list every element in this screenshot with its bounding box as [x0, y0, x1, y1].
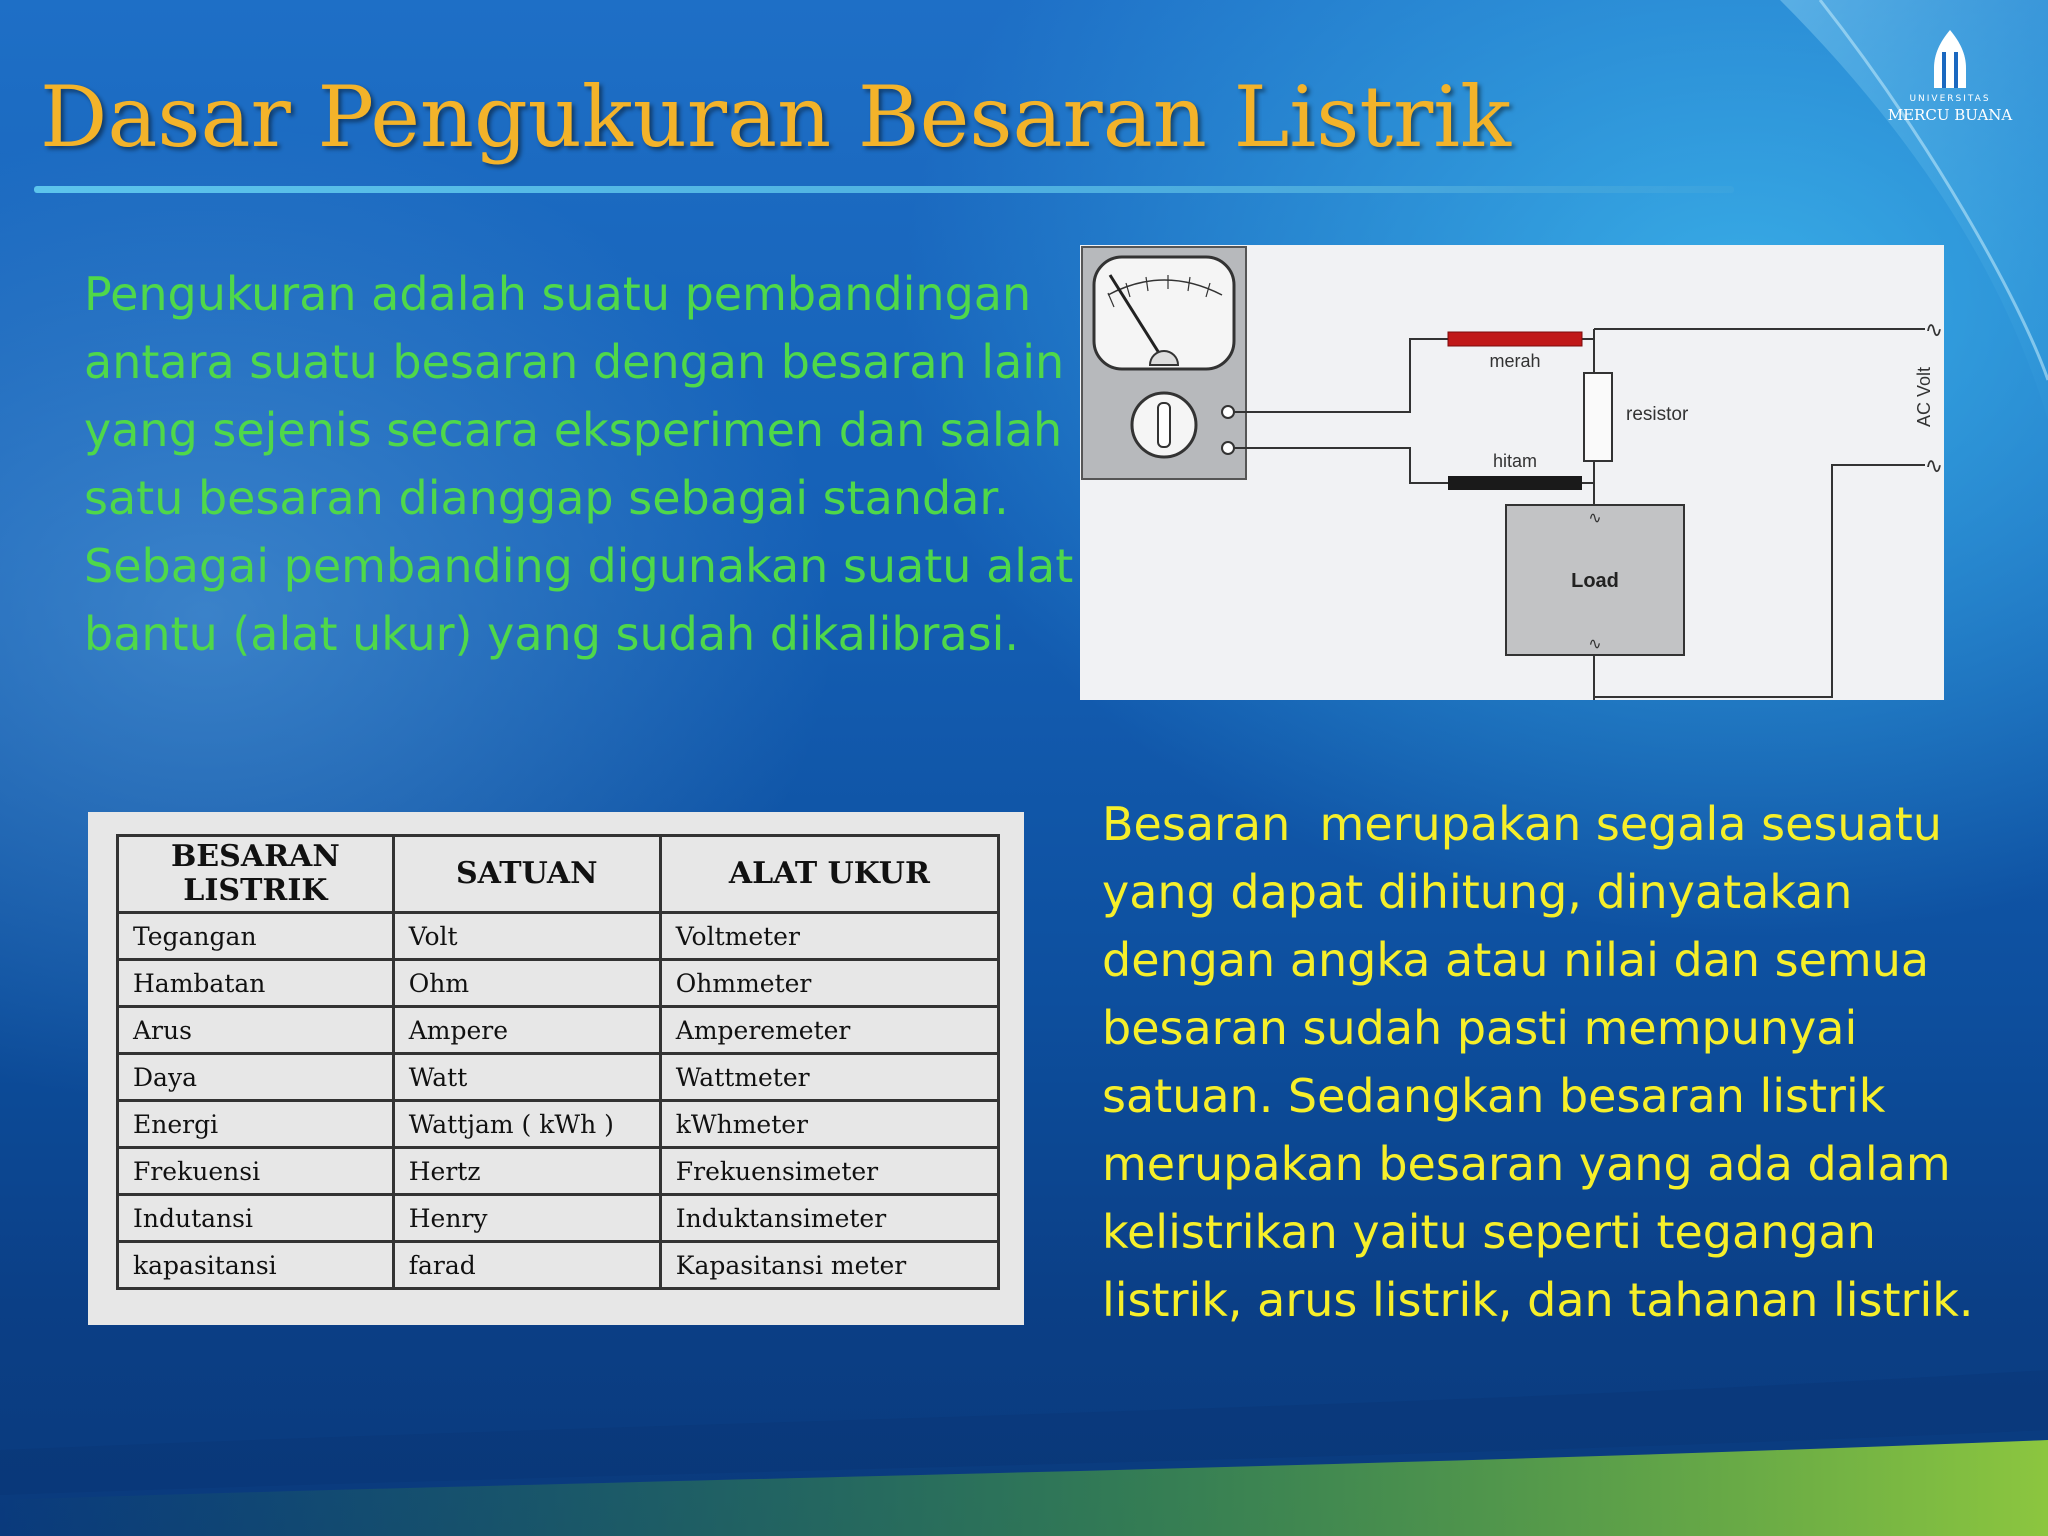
cell-besaran: Hambatan [118, 960, 394, 1007]
table-row [118, 960, 999, 1007]
cell-besaran: Frekuensi [118, 1148, 394, 1195]
ac-volt-label: AC Volt [1914, 366, 1934, 428]
resistor-icon [1584, 373, 1612, 461]
cell-satuan: Henry [393, 1195, 660, 1242]
cell-satuan: Volt [393, 913, 660, 960]
cell-besaran: Energi [118, 1101, 394, 1148]
black-probe [1448, 476, 1582, 490]
paragraph-line: listrik, arus listrik, dan tahanan listrik. [1102, 1273, 1974, 1327]
cell-alat-ukur: Wattmeter [660, 1054, 998, 1101]
table-header-row [118, 836, 999, 913]
cell-alat-ukur: Ohmmeter [660, 960, 998, 1007]
university-logo [1880, 30, 2020, 130]
slide-title: Dasar Pengukuran Besaran Listrik [40, 68, 1512, 166]
table-row [118, 1007, 999, 1054]
paragraph-line: yang sejenis secara eksperimen dan salah [84, 403, 1063, 457]
resistor-label: resistor [1626, 404, 1689, 425]
paragraph-line: bantu (alat ukur) yang sudah dikalibrasi. [84, 607, 1020, 661]
table-row [118, 1101, 999, 1148]
cell-alat-ukur: kWhmeter [660, 1101, 998, 1148]
cell-satuan: Ampere [393, 1007, 660, 1054]
load-ac-symbol-top: ∿ [1588, 510, 1602, 527]
measurement-circuit-diagram [1080, 245, 1944, 700]
header-satuan: SATUAN [393, 836, 660, 913]
paragraph-line: satu besaran dianggap sebagai standar. [84, 471, 1009, 525]
table-row [118, 1148, 999, 1195]
paragraph-line: Besaran merupakan segala sesuatu [1102, 797, 1942, 851]
cell-satuan: Wattjam ( kWh ) [393, 1101, 660, 1148]
table-row [118, 1195, 999, 1242]
black-probe-label: hitam [1492, 451, 1538, 471]
paragraph-line: kelistrikan yaitu seperti tegangan [1102, 1205, 1876, 1259]
red-probe-label: merah [1489, 351, 1541, 371]
cell-satuan: Ohm [393, 960, 660, 1007]
red-probe [1448, 332, 1582, 346]
cell-besaran: Tegangan [118, 913, 394, 960]
source-ac-symbol-bottom: ∿ [1924, 453, 1944, 478]
cell-alat-ukur: Amperemeter [660, 1007, 998, 1054]
cell-satuan: Hertz [393, 1148, 660, 1195]
besaran-paragraph [1102, 790, 1973, 1334]
cell-alat-ukur: Voltmeter [660, 913, 998, 960]
units-table [116, 834, 1000, 1290]
terminal-icon [1222, 406, 1234, 418]
load-label: Load [1571, 570, 1619, 592]
cell-besaran: Indutansi [118, 1195, 394, 1242]
cell-alat-ukur: Induktansimeter [660, 1195, 998, 1242]
paragraph-line: satuan. Sedangkan besaran listrik [1102, 1069, 1886, 1123]
table-row [118, 913, 999, 960]
source-ac-symbol-top: ∿ [1924, 317, 1944, 342]
paragraph-line: antara suatu besaran dengan besaran lain [84, 335, 1065, 389]
logo-text-top: UNIVERSITAS [1909, 94, 1991, 104]
terminal-icon [1222, 442, 1234, 454]
title-underline [34, 186, 1734, 193]
table-row [118, 1054, 999, 1101]
paragraph-line: merupakan besaran yang ada dalam [1102, 1137, 1951, 1191]
cell-alat-ukur: Frekuensimeter [660, 1148, 998, 1195]
load-ac-symbol-bottom: ∿ [1588, 636, 1602, 653]
table-row [118, 1242, 999, 1289]
paragraph-line: dengan angka atau nilai dan semua [1102, 933, 1930, 987]
paragraph-line: besaran sudah pasti mempunyai [1102, 1001, 1858, 1055]
cell-alat-ukur: Kapasitansi meter [660, 1242, 998, 1289]
cell-satuan: farad [393, 1242, 660, 1289]
logo-emblem-icon [1930, 30, 1970, 88]
cell-besaran: Daya [118, 1054, 394, 1101]
cell-satuan: Watt [393, 1054, 660, 1101]
logo-text-bottom: MERCU BUANA [1887, 106, 2013, 124]
cell-besaran: kapasitansi [118, 1242, 394, 1289]
paragraph-line: yang dapat dihitung, dinyatakan [1102, 865, 1853, 919]
paragraph-line: Pengukuran adalah suatu pembandingan [84, 267, 1032, 321]
paragraph-line: Sebagai pembanding digunakan suatu alat [84, 539, 1074, 593]
header-alat-ukur: ALAT UKUR [660, 836, 998, 913]
cell-besaran: Arus [118, 1007, 394, 1054]
header-besaran: BESARAN LISTRIK [118, 836, 394, 913]
definition-paragraph [84, 260, 1073, 668]
units-table-image [88, 812, 1024, 1325]
